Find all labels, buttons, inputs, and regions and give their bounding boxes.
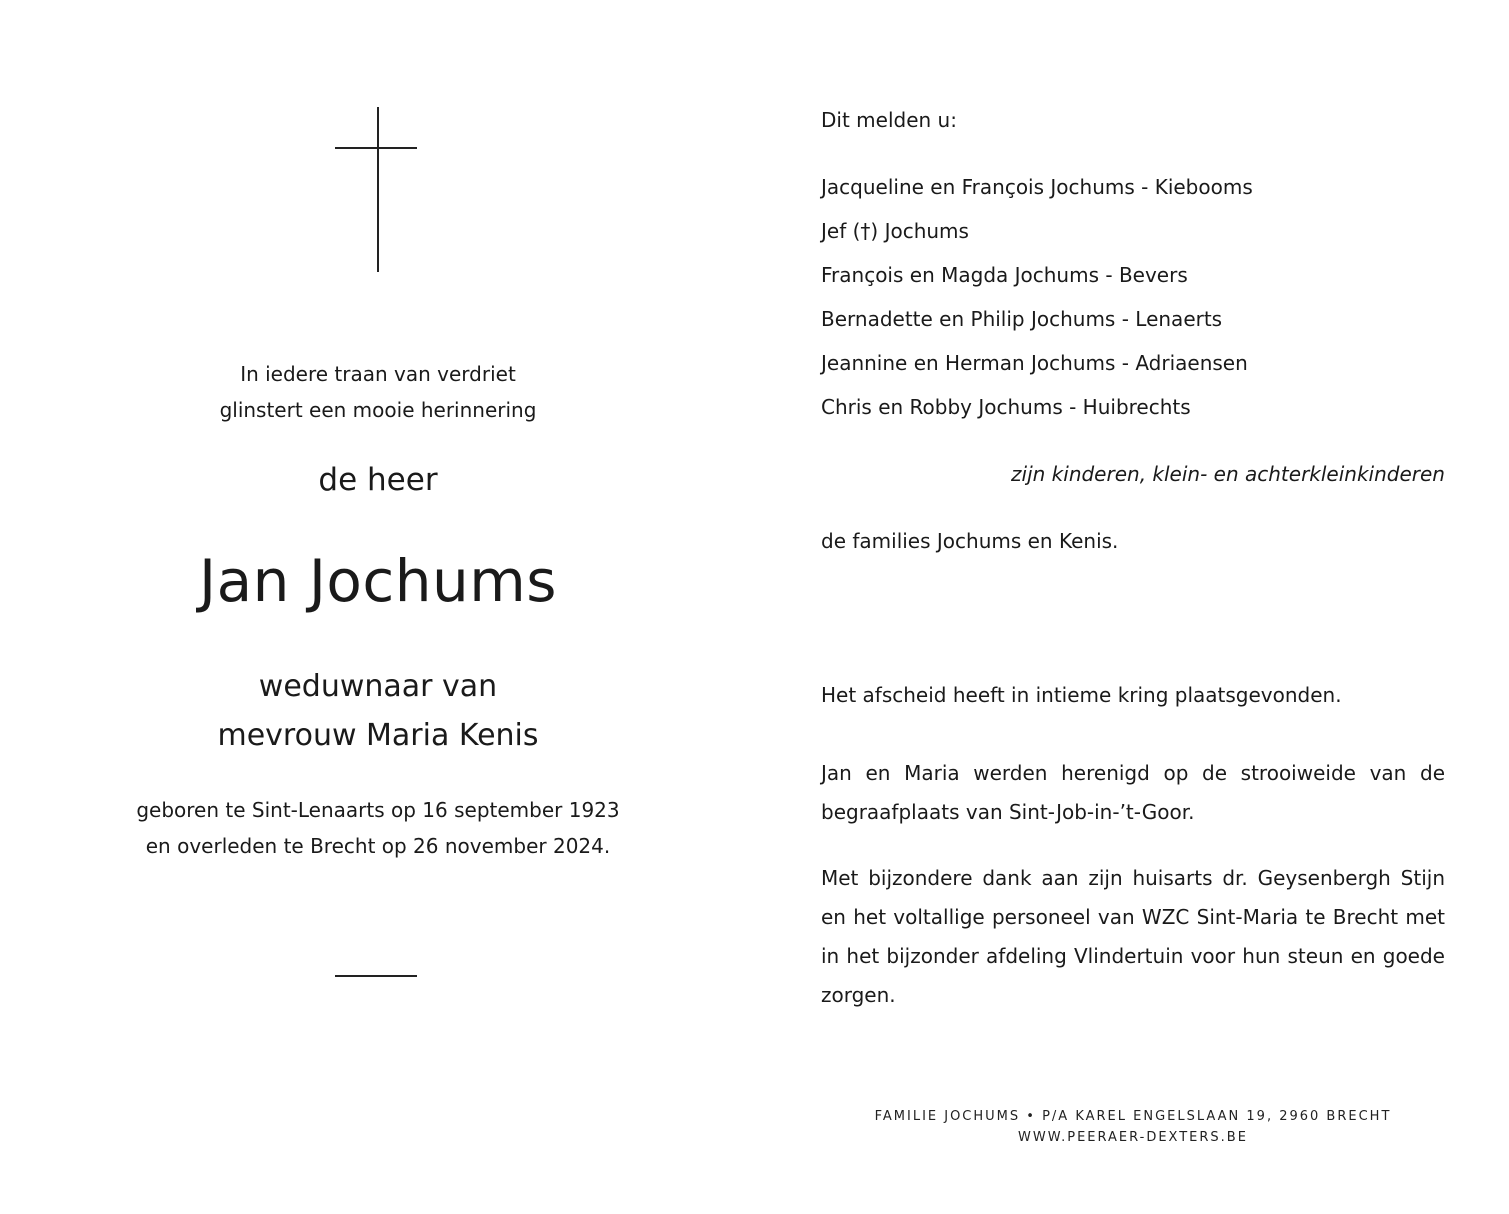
death-line: en overleden te Brecht op 26 november 2024. xyxy=(145,834,611,858)
deceased-name: Jan Jochums xyxy=(198,547,558,615)
family-member: Jacqueline en François Jochums - Kiebooms xyxy=(821,175,1253,199)
cross-vertical-bar xyxy=(377,107,379,272)
widower-info xyxy=(90,662,666,760)
quote-line-2: glinstert een mooie herinnering xyxy=(219,398,537,422)
birth-line: geboren te Sint-Lenaarts op 16 september 1923 xyxy=(136,798,620,822)
descendants-note: zijn kinderen, klein- en achterkleinkinderen xyxy=(1011,462,1445,486)
memorial-quote xyxy=(90,356,666,428)
life-dates xyxy=(90,792,666,864)
announcement-intro: Dit melden u: xyxy=(821,108,957,132)
quote-line-1: In iedere traan van verdriet xyxy=(240,362,516,386)
footer-website: WWW.PEERAER-DEXTERS.BE xyxy=(1018,1130,1248,1145)
footer-address: FAMILIE JOCHUMS • P/A KAREL ENGELSLAAN 19, 2960 BRECHT xyxy=(874,1109,1392,1124)
family-member: Chris en Robby Jochums - Huibrechts xyxy=(821,395,1191,419)
burial-paragraph: Jan en Maria werden herenigd op de strooiweide van de begraafplaats van Sint-Job-in-’t-Goor. xyxy=(821,761,1445,824)
closing-divider xyxy=(335,975,417,977)
family-members-list xyxy=(821,172,1445,436)
honorific-title: de heer xyxy=(318,462,438,498)
widower-line-1: weduwnaar van xyxy=(258,669,498,704)
footer xyxy=(821,1106,1445,1148)
thanks-paragraph: Met bijzondere dank aan zijn huisarts dr. Geysenbergh Stijn en het voltallige personeel van WZC Sint-Maria te Brecht met in het bijzonder afdeling Vlindertuin voor hun steun en goede zorgen. xyxy=(821,866,1445,1007)
family-member: Bernadette en Philip Jochums - Lenaerts xyxy=(821,307,1223,331)
family-member: Jef (†) Jochums xyxy=(821,219,969,243)
farewell-note: Het afscheid heeft in intieme kring plaatsgevonden. xyxy=(821,683,1342,707)
family-member: Jeannine en Herman Jochums - Adriaensen xyxy=(821,351,1248,375)
families-line: de families Jochums en Kenis. xyxy=(821,529,1119,553)
family-member: François en Magda Jochums - Bevers xyxy=(821,263,1188,287)
cross-horizontal-bar xyxy=(335,147,417,149)
widower-line-2: mevrouw Maria Kenis xyxy=(217,718,539,753)
